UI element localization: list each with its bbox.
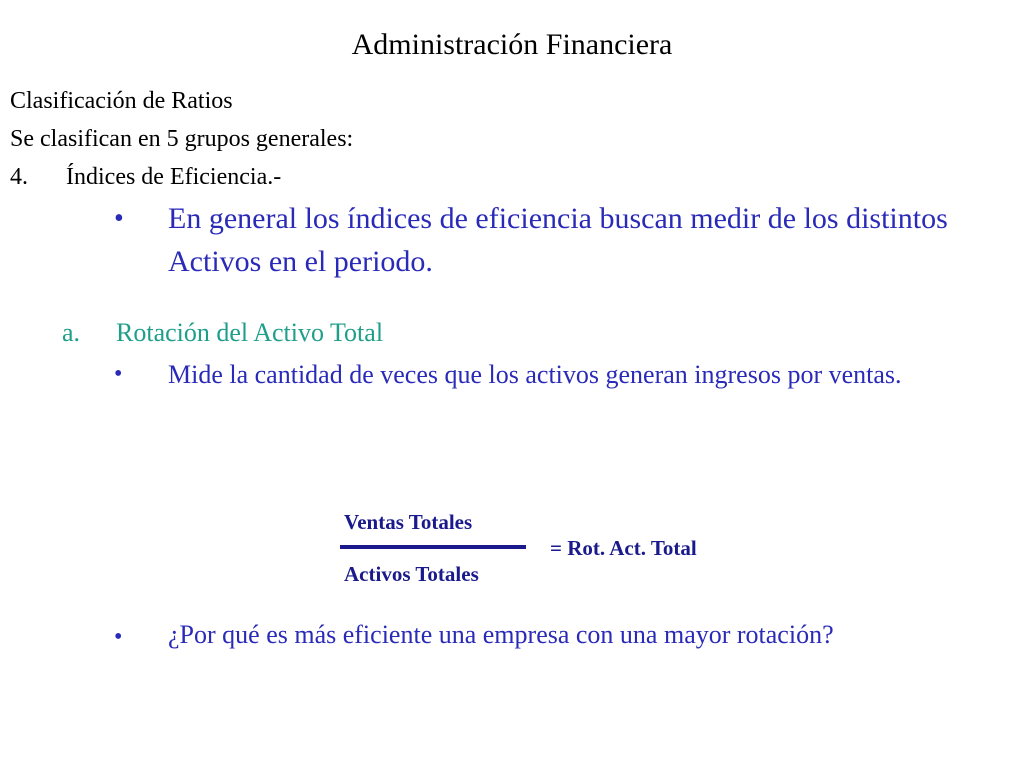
fraction-bar — [340, 545, 526, 549]
formula-denominator: Activos Totales — [344, 562, 479, 586]
intro-line: Se clasifican en 5 grupos generales: — [10, 126, 354, 152]
bullet-text-rotation: Mide la cantidad de veces que los activos generan ingresos por ventas. — [168, 360, 902, 389]
sub-item-letter: a. — [62, 318, 81, 347]
bullet-text-efficiency: En general los índices de eficiencia buscan medir de los distintos Activos en el periodo. — [168, 202, 948, 278]
sub-item-heading: Rotación del Activo Total — [116, 318, 384, 347]
slide-title: Administración Financiera — [351, 28, 673, 61]
bullet-marker: • — [114, 624, 123, 650]
bullet-marker: • — [114, 361, 123, 387]
bullet-marker: • — [114, 203, 124, 234]
formula-result: = Rot. Act. Total — [550, 536, 697, 560]
bullet-text-question: ¿Por qué es más eficiente una empresa con una mayor rotación? — [168, 620, 834, 649]
item-heading: Índices de Eficiencia.- — [66, 164, 282, 190]
item-number: 4. — [10, 164, 28, 190]
section-heading: Clasificación de Ratios — [10, 88, 233, 114]
formula-numerator: Ventas Totales — [344, 510, 473, 534]
